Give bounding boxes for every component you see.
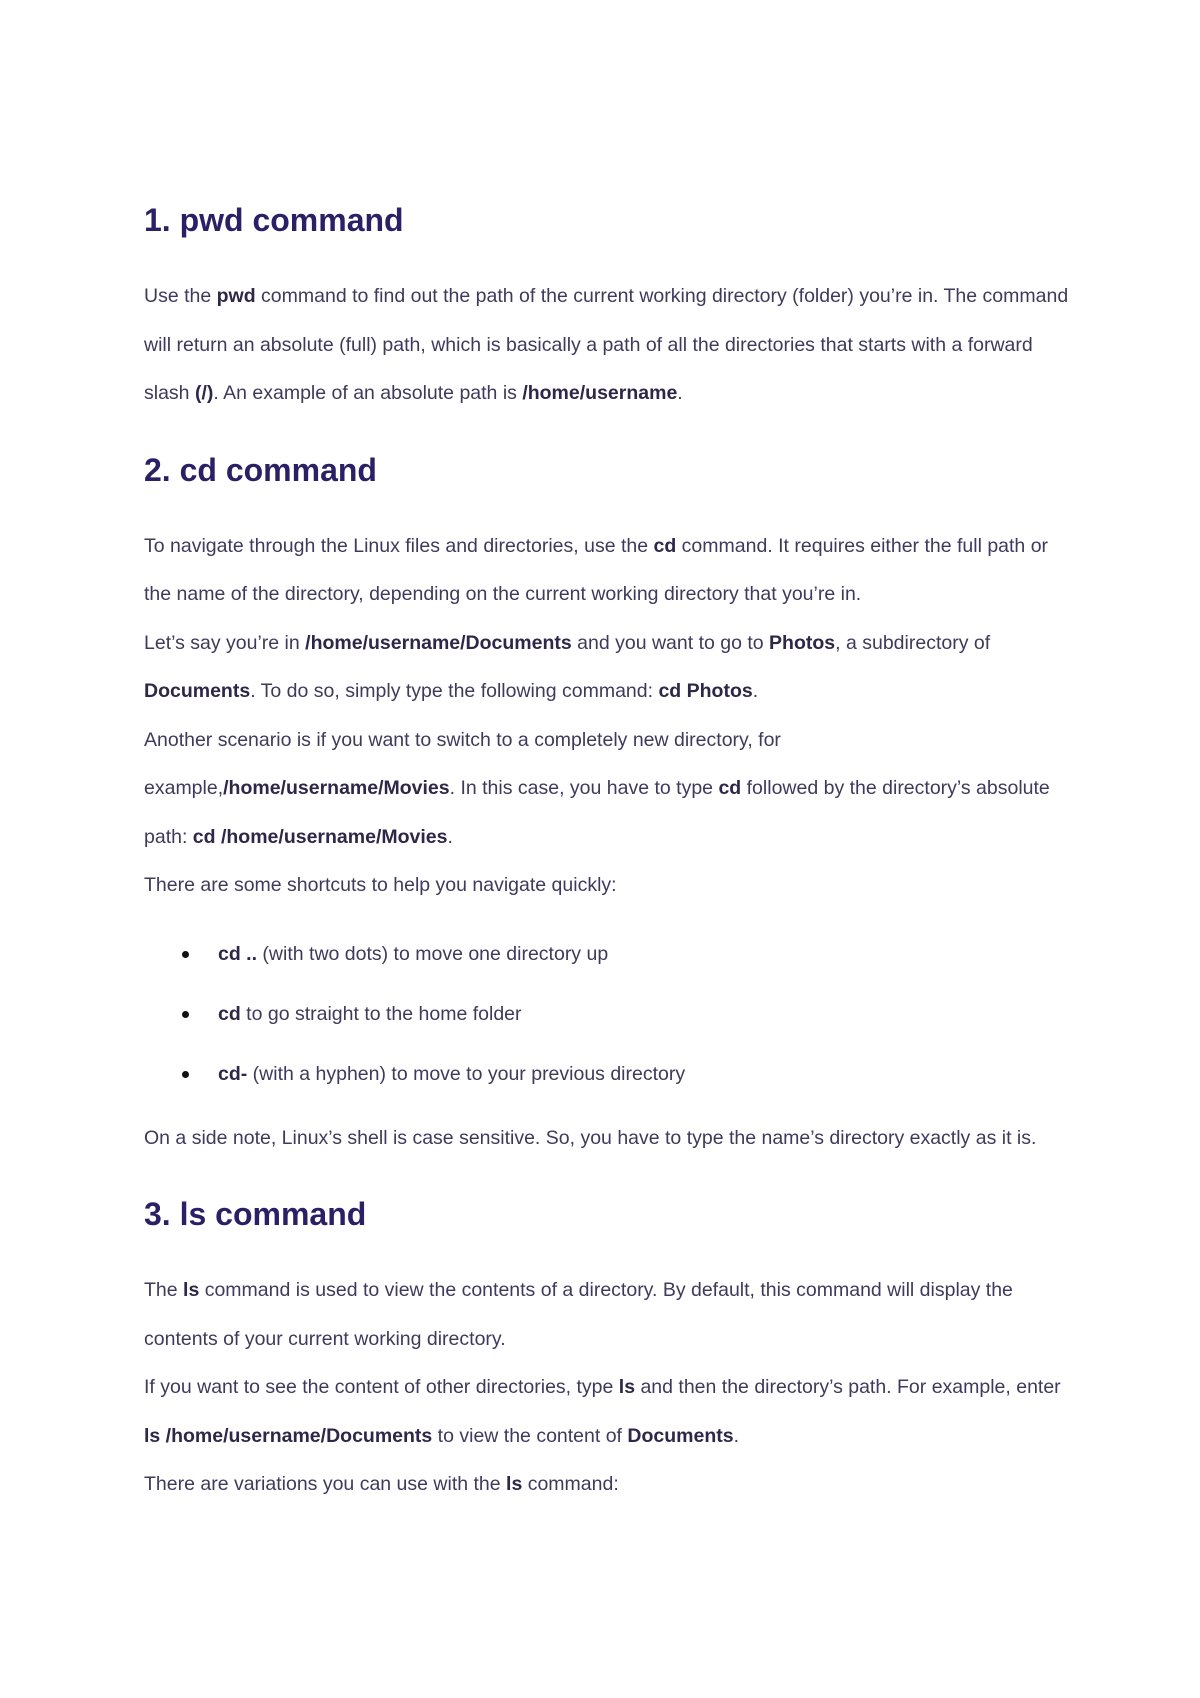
list-item-text: cd .. (with two dots) to move one directory up (218, 942, 609, 965)
bold-term: Documents (144, 680, 251, 702)
paragraph: Let’s say you’re in /home/username/Documents and you want to go to Photos, a subdirectory of Documents. To do so, simply type the following command: cd Photos. (144, 631, 991, 702)
section-ls (144, 1190, 1080, 1509)
paragraph: There are some shortcuts to help you navigate quickly: (144, 874, 617, 896)
section-heading: 2. cd command (144, 451, 377, 488)
bullet-icon (182, 951, 189, 958)
section-pwd (144, 196, 1080, 418)
bold-term: ls (618, 1376, 636, 1398)
paragraph: Use the pwd command to find out the path of the current working directory (folder) you’re in. The command will return an absolute (full) path, which is basically a path of all the directories that starts with a forward slash (/). An example of an absolute path is /home/username. (144, 285, 1069, 404)
bold-term: /home/username/Documents (305, 631, 572, 654)
bold-term: cd .. (218, 942, 258, 965)
paragraph: On a side note, Linux’s shell is case sensitive. So, you have to type the name’s directory exactly as it is. (144, 1126, 1037, 1149)
section-heading: 1. pwd command (144, 202, 404, 238)
list-item (144, 924, 1080, 984)
bold-term: Documents (627, 1424, 734, 1447)
bold-term: pwd (216, 285, 256, 307)
bold-term: cd (653, 534, 677, 557)
list-item-text: cd- (with a hyphen) to move to your previous directory (218, 1062, 686, 1085)
list-item (144, 1044, 1080, 1104)
bold-term: cd (218, 1002, 241, 1025)
bold-term: ls (506, 1473, 523, 1495)
bold-term: (/) (194, 382, 214, 404)
bold-term: cd- (218, 1062, 248, 1085)
section-cd (144, 446, 1080, 1163)
paragraph: There are variations you can use with the ls command: (144, 1473, 619, 1495)
bold-term: Photos (769, 631, 836, 654)
bold-term: ls (183, 1279, 200, 1301)
section-heading: 3. ls command (144, 1196, 367, 1232)
bold-term: cd /home/username/Movies (192, 825, 448, 848)
bullet-icon (182, 1071, 189, 1078)
paragraph: Another scenario is if you want to switch to a completely new directory, for example,/home/username/Movies. In this case, you have to type cd followed by the directory’s absolute path: cd /home/username/Movies. (144, 728, 1050, 848)
bullet-icon (182, 1011, 189, 1018)
bold-term: /home/username (522, 382, 678, 404)
shortcut-list (144, 924, 1080, 1104)
list-item-text: cd to go straight to the home folder (218, 1002, 522, 1025)
bold-term: /home/username/Movies (223, 777, 450, 799)
bold-term: cd Photos (658, 680, 753, 702)
paragraph: If you want to see the content of other directories, type ls and then the directory’s path. For example, enter ls /home/username/Documents to view the content of Documents. (144, 1376, 1061, 1447)
paragraph: To navigate through the Linux files and directories, use the cd command. It requires either the full path or the name of the directory, depending on the current working directory that you’re in. (144, 534, 1049, 605)
paragraph: The ls command is used to view the contents of a directory. By default, this command will display the contents of your current working directory. (144, 1279, 1013, 1350)
list-item (144, 984, 1080, 1044)
bold-term: ls /home/username/Documents (144, 1424, 433, 1447)
bold-term: cd (718, 777, 742, 799)
